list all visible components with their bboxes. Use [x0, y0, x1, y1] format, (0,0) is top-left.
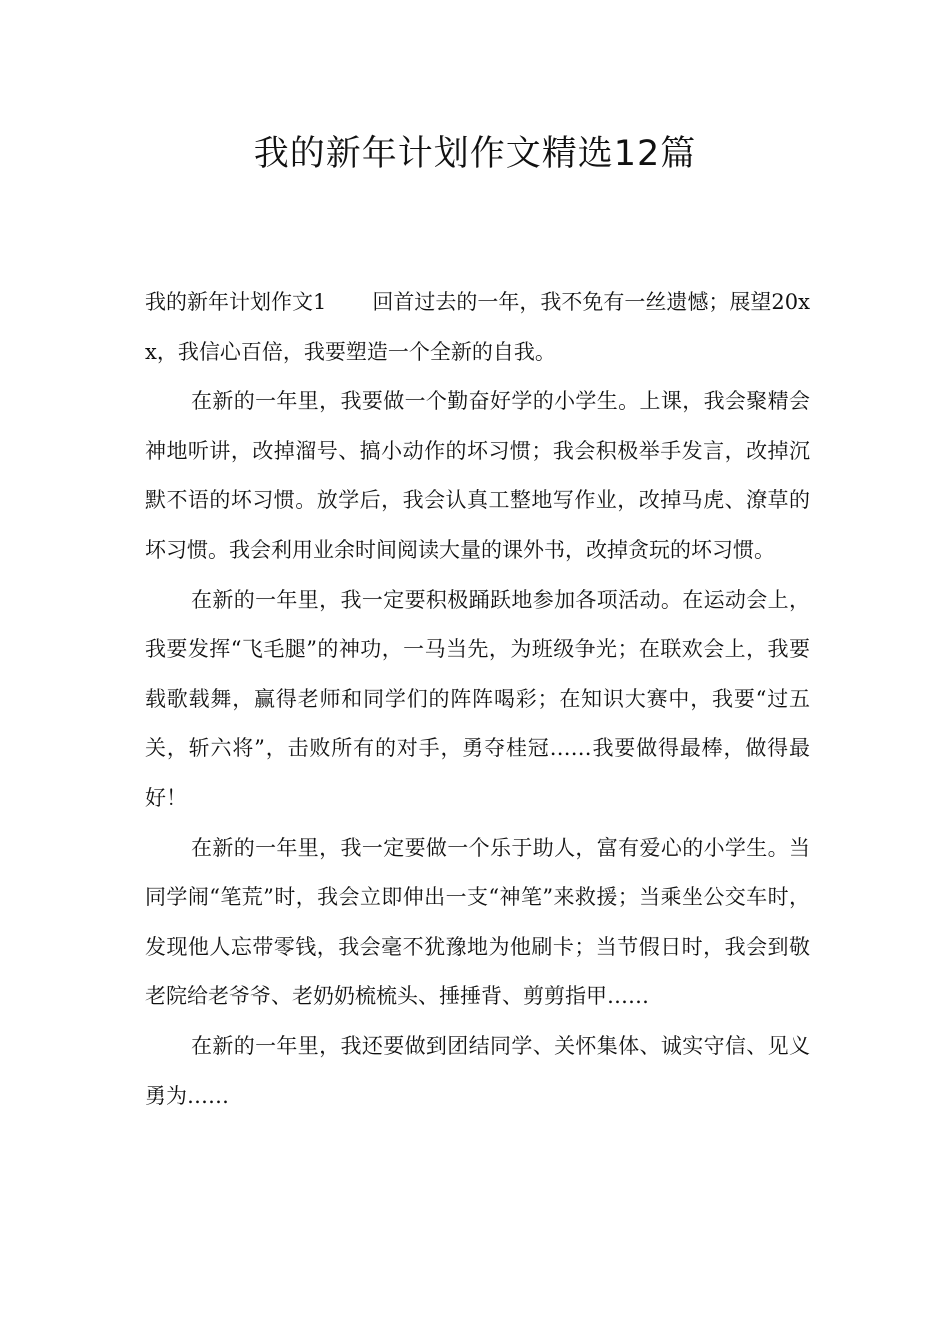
document-title: 我的新年计划作文精选12篇: [253, 134, 697, 174]
intro-paragraph: [145, 278, 810, 377]
paragraph-activities: 在新的一年里，我一定要积极踊跃地参加各项活动。在运动会上，我要发挥“飞毛腿”的神功，一马当先，为班级争光；在联欢会上，我要载歌载舞，赢得老师和同学们的阵阵喝彩；在知识大赛中，我要“过五关，斩六将”，击败所有的对手，勇夺桂冠……我要做得最棒，做得最好！: [145, 587, 810, 810]
paragraph-unity: 在新的一年里，我还要做到团结同学、关怀集体、诚实守信、见义勇为……: [145, 1033, 810, 1108]
paragraph-helping: 在新的一年里，我一定要做一个乐于助人，富有爱心的小学生。当同学闹“笔荒”时，我会立即伸出一支“神笔”来救援；当乘坐公交车时，发现他人忘带零钱，我会毫不犹豫地为他刷卡；当节假日时，我会到敬老院给老爷爷、老奶奶梳梳头、捶捶背、剪剪指甲……: [145, 835, 810, 1009]
essay-heading: 我的新年计划作文1: [145, 290, 327, 314]
document-body: [145, 278, 810, 1121]
intro-text: 回首过去的一年，我不免有一丝遗憾；展望20xx，我信心百倍，我要塑造一个全新的自我。: [145, 290, 810, 364]
paragraph-study: 在新的一年里，我要做一个勤奋好学的小学生。上课，我会聚精会神地听讲，改掉溜号、搞小动作的坏习惯；我会积极举手发言，改掉沉默不语的坏习惯。放学后，我会认真工整地写作业，改掉马虎、潦草的坏习惯。我会利用业余时间阅读大量的课外书，改掉贪玩的坏习惯。: [145, 389, 810, 562]
